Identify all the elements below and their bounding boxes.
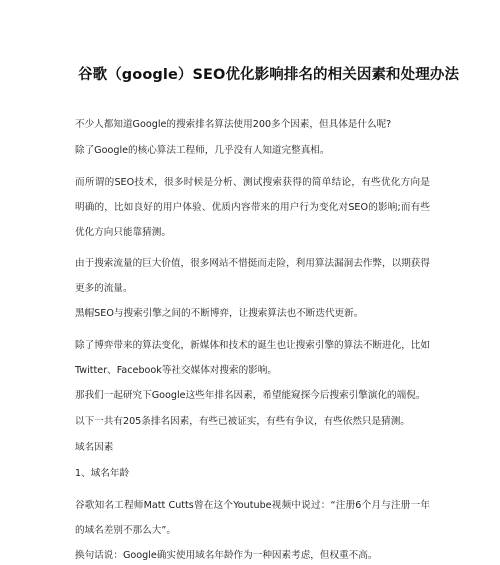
subsection-heading: 1、域名年龄 [75,468,130,479]
document-body [75,118,430,563]
paragraph: 不少人都知道Google的搜索排名算法使用200多个因素，但具体是什么呢? [75,119,392,130]
paragraph: 黑帽SEO与搜索引擎之间的不断博弈，让搜索算法也不断迭代更新。 [75,308,364,319]
paragraph: 由于搜索流量的巨大价值，很多网站不惜挺而走险，利用算法漏洞去作弊，以期获得更多的流量。 [75,258,430,294]
paragraph: 除了博弈带来的算法变化，新媒体和技术的诞生也让搜索引擎的算法不断进化，比如Twitter、Facebook等社交媒体对搜索的影响。 [75,340,430,376]
paragraph: 换句话说：Google确实使用域名年龄作为一种因素考虑，但权重不高。 [75,550,378,561]
paragraph: 以下一共有205条排名因素，有些已被证实，有些有争议，有些依然只是猜测。 [75,416,410,427]
paragraph: 而所谓的SEO技术，很多时候是分析、测试搜索获得的简单结论，有些优化方向是明确的，比如良好的用户体验、优质内容带来的用户行为变化对SEO的影响;而有些优化方向只能靠猜测。 [75,177,430,238]
paragraph: 那我们一起研究下Google这些年排名因素，希望能窥探今后搜索引擎演化的端倪。 [75,390,426,401]
document-title: 谷歌（google）SEO优化影响排名的相关因素和处理办法 [78,67,460,83]
paragraph: 除了Google的核心算法工程师，几乎没有人知道完整真相。 [75,145,330,156]
section-heading: 域名因素 [75,442,114,453]
paragraph: 谷歌知名工程师Matt Cutts曾在这个Youtube视频中说过：“注册6个月与注册一年的域名差别不那么大”。 [75,500,430,536]
